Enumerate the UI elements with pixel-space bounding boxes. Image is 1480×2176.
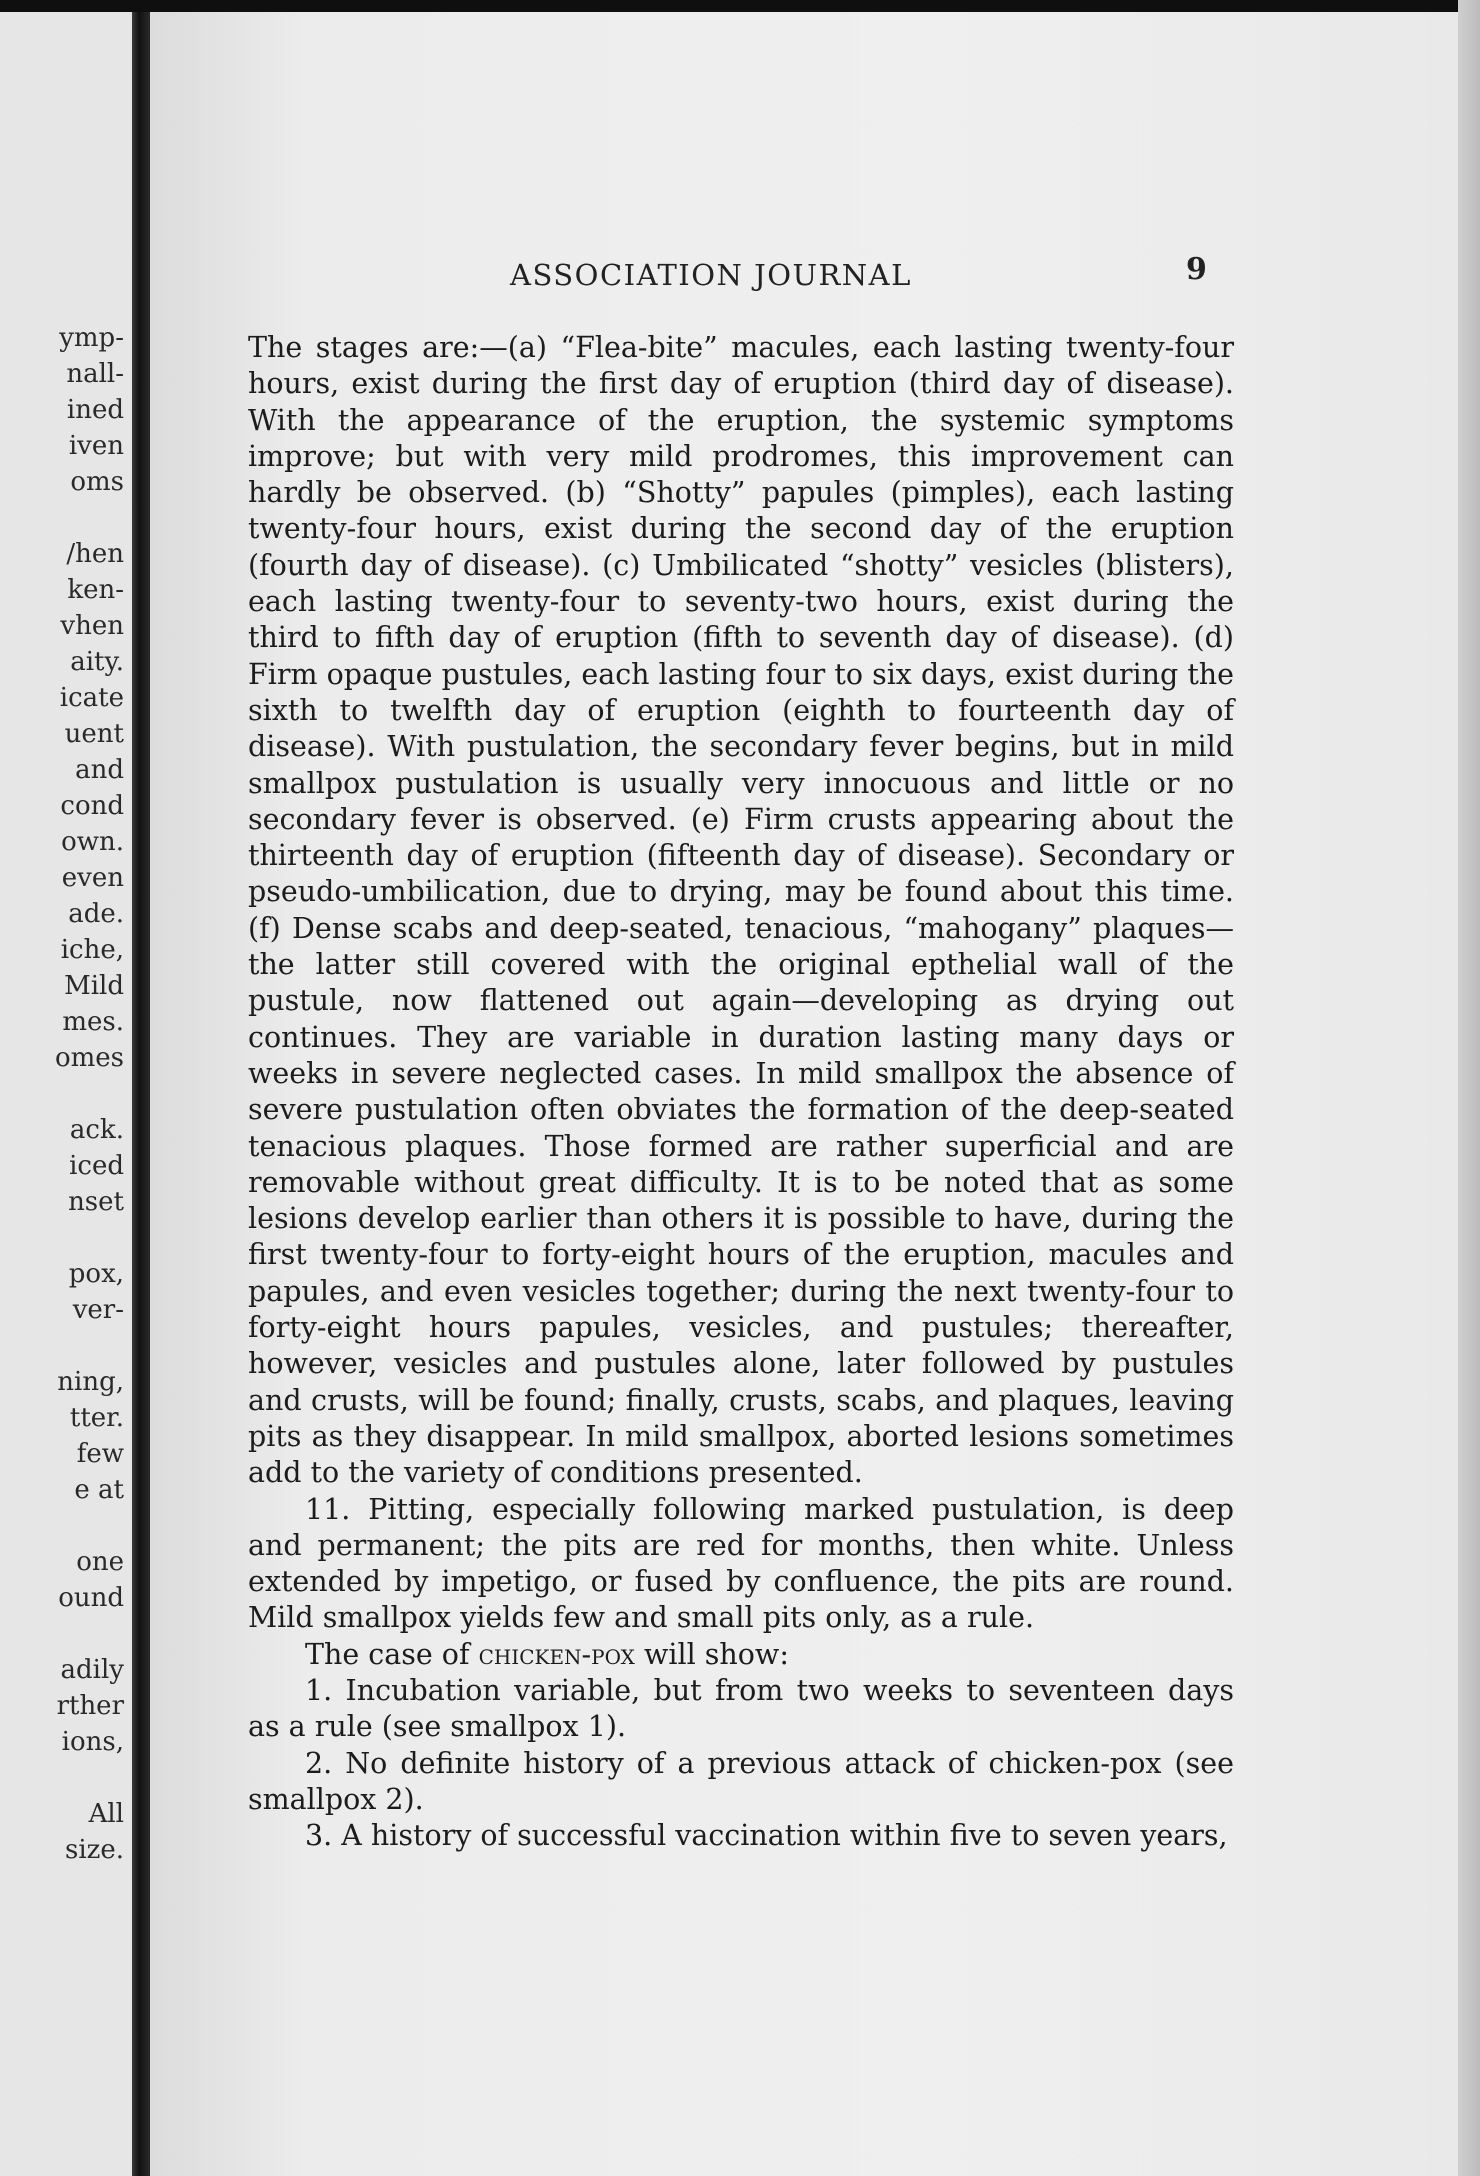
facing-page-fragment: iced xyxy=(69,1151,124,1181)
page-outer-edge xyxy=(1458,0,1480,2176)
page-number: 9 xyxy=(1186,252,1207,287)
facing-page-fragment: even xyxy=(61,863,124,893)
facing-page-fragment: nset xyxy=(68,1187,124,1217)
facing-page-edge xyxy=(0,12,132,2176)
facing-page-fragment xyxy=(0,1508,124,1544)
facing-page-fragment: one xyxy=(76,1547,124,1577)
facing-page-fragment: ken- xyxy=(67,575,124,605)
facing-page-fragment: ade. xyxy=(68,899,124,929)
facing-page-fragment: pox, xyxy=(68,1259,124,1289)
book-gutter xyxy=(132,12,150,2176)
facing-page-fragment: omes xyxy=(54,1043,124,1073)
facing-page-fragment: ver- xyxy=(72,1295,124,1325)
facing-page-text-fragments xyxy=(0,320,124,1868)
facing-page-fragment: nall- xyxy=(66,359,124,389)
list-item-incubation: 1. Incubation variable, but from two weeks to seventeen days as a rule (see smallpox 1). xyxy=(248,1673,1234,1744)
facing-page-fragment: own. xyxy=(61,827,124,857)
pitting-paragraph: 11. Pitting, especially following marked pustulation, is deep and permanent; the pits are red for months, then white. Unless extended by impetigo, or fused by confluence, the pits are round. Mild smallpox yields few and small pits only, as a rule. xyxy=(248,1492,1234,1635)
facing-page-fragment: ound xyxy=(58,1583,124,1613)
running-head: ASSOCIATION JOURNAL xyxy=(510,258,912,292)
facing-page-fragment: adily xyxy=(60,1655,124,1685)
facing-page-fragment: vhen xyxy=(60,611,124,641)
facing-page-fragment: Mild xyxy=(64,971,124,1001)
list-item-vaccination: 3. A history of successful vaccination within five to seven years, xyxy=(305,1819,1228,1853)
facing-page-fragment xyxy=(0,500,124,536)
stages-paragraph: The stages are:—(a) “Flea-bite” macules, each lasting twenty-four hours, exist during the first day of eruption (third day of disease). With the appearance of the eruption, the systemic symptoms improve; but with very mild prodromes, this improvement can hardly be observed. (b) “Shotty” papules (pimples), each lasting twenty-four hours, exist during the second day of the eruption (fourth day of disease). (c) Umbilicated “shotty” vesicles (blisters), each lasting twenty-four to seventy-two hours, exist during the third to fifth day of eruption (fifth to seventh day of disease). (d) Firm opaque pustules, each lasting four to six days, exist during the sixth to twelfth day of eruption (eighth to fourteenth day of disease). With pustulation, the secondary fever begins, but in mild smallpox pustulation is usually very innocuous and little or no secondary fever is observed. (e) Firm crusts appearing about the thirteenth day of eruption (fifteenth day of disease). Secondary or pseudo-umbilication, due to drying, may be found about this time. (f) Dense scabs and deep-seated, tenacious, “mahogany” plaques—the latter still covered with the original epthelial wall of the pustule, now flattened out again—developing as drying out continues. They are variable in duration lasting many days or weeks in severe neglected cases. In mild smallpox the absence of severe pustulation often obviates the formation of the deep-seated tenacious plaques. Those formed are rather superficial and are removable without great difficulty. It is to be noted that as some lesions develop earlier than others it is possible to have, during the first twenty-four to forty-eight hours of the eruption, macules and papules, and even vesicles together; during the next twenty-four to forty-eight hours papules, vesicles, and pustules; thereafter, however, vesicles and pustules alone, later followed by pustules and crusts, will be found; finally, crusts, scabs, and plaques, leaving pits as they disappear. In mild smallpox, aborted lesions sometimes add to the variety of conditions presented. xyxy=(248,331,1234,1490)
facing-page-fragment: aity. xyxy=(70,647,124,677)
facing-page-fragment xyxy=(0,1220,124,1256)
facing-page-fragment: ions, xyxy=(61,1727,124,1757)
facing-page-fragment: size. xyxy=(64,1835,124,1865)
facing-page-fragment: ined xyxy=(66,395,124,425)
facing-page-fragment: /hen xyxy=(66,539,124,569)
facing-page-fragment: e at xyxy=(74,1475,124,1505)
facing-page-fragment: cond xyxy=(60,791,124,821)
facing-page-fragment: iche, xyxy=(60,935,124,965)
facing-page-fragment: uent xyxy=(64,719,124,749)
facing-page-fragment: tter. xyxy=(69,1403,124,1433)
facing-page-fragment: mes. xyxy=(62,1007,124,1037)
intro-text-before: The case of xyxy=(305,1637,479,1671)
chicken-pox-intro xyxy=(248,1637,1234,1673)
chicken-pox-term: chicken-pox xyxy=(478,1637,635,1671)
facing-page-fragment: icate xyxy=(59,683,124,713)
facing-page-fragment: ack. xyxy=(69,1115,124,1145)
facing-page-fragment xyxy=(0,1328,124,1364)
facing-page-fragment: ymp- xyxy=(59,323,124,353)
facing-page-fragment xyxy=(0,1076,124,1112)
facing-page-fragment: ning, xyxy=(57,1367,124,1397)
facing-page-fragment: iven xyxy=(68,431,124,461)
facing-page-fragment xyxy=(0,1760,124,1796)
body-text xyxy=(248,330,1234,1854)
facing-page-fragment: and xyxy=(75,755,124,785)
intro-text-after: will show: xyxy=(634,1637,789,1671)
facing-page-fragment xyxy=(0,1616,124,1652)
facing-page-fragment: All xyxy=(88,1799,124,1829)
top-scan-edge xyxy=(0,0,1480,12)
facing-page-fragment: few xyxy=(76,1439,124,1469)
facing-page-fragment: oms xyxy=(70,467,124,497)
list-item-history: 2. No definite history of a previous attack of chicken-pox (see smallpox 2). xyxy=(248,1746,1234,1816)
facing-page-fragment: rther xyxy=(56,1691,124,1721)
